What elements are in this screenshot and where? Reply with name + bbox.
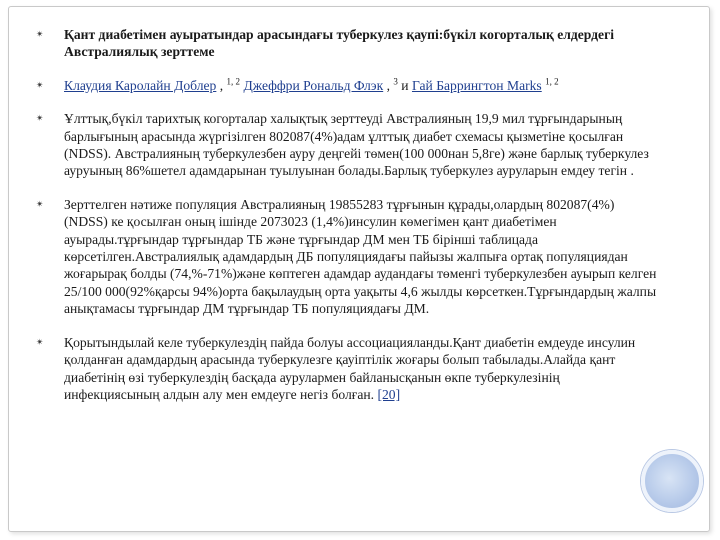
bullet-marker-icon: ✴ bbox=[36, 114, 44, 125]
bullet-marker-icon: ✴ bbox=[36, 337, 44, 348]
bullet-paragraph-results bbox=[36, 196, 658, 318]
author-sep: , bbox=[383, 77, 394, 93]
paragraph-text: Зерттелген нәтиже популяция Австралияның 19855283 тұрғынын құрады,олардың 802087(4%) (NDSS) ке қосылған оның ішінде 2073023 (1,4%)инсулин көмегімен қант диабетімен ауырады.тұрғындар тұрғындар ТБ және тұрғындар ДМ мен ТБ бірінші таблицада көрсетілген.Австралиялық адамдардың ДБ популяциядағы пайызы жалпыға ортақ популяциядан жоғарырақ болды (74,%-71%)және көптеген адамдар аудандағы төменгі туберкулезбен ауырып келген 25/100 000(92%қарсы 94%)орта бақылаудың орта уақыты 4,6 жылды көрсеткен.Тұрғындардың жалпы анықтамасы тұрғындар ДМ тұрғындар ТБ популяциядағы ДМ. bbox=[64, 196, 657, 317]
reference-link[interactable]: [20] bbox=[377, 386, 401, 402]
author-affiliation: 1, 2 bbox=[226, 76, 241, 87]
author-sep: и bbox=[397, 77, 412, 93]
paragraph-text: Ұлттық,бүкіл тарихтық когорталар халықтық зерттеуді Австралияның 19,9 мил тұрғындарының барлығының арасында жүргізілген 802087(4%)адам ұлттық диабет схемасы қызметіне қосылған (NDSS). Австралияның туберкулезбен ауру деңгейі төмен(100 000нан 5,8ге) және барлық туберкулез ауруының 86%шетел адамдарынан туылуынан болады.Барлық туберкулез ауруларын емдеу тегін . bbox=[64, 111, 649, 179]
decorative-circle bbox=[641, 450, 703, 512]
author-list bbox=[64, 78, 559, 93]
paragraph-text: Қорытындылай келе туберкулездің пайда болуы ассоциацияланды.Қант диабетін емдеуде инсулин қолданған адамдардың арасында туберкулезге қауіптілік жоғары болып табылады.Алайда қант диабетінің өзі туберкулездің басқада аурулармен байланысқанын өкпе туберкулезінің инфекциясының алдын алу мен емдеуге негіз болған. bbox=[64, 334, 636, 402]
author-affiliation: 1, 2 bbox=[545, 76, 559, 87]
bullet-paragraph-conclusion bbox=[36, 334, 658, 404]
bullet-marker-icon: ✴ bbox=[36, 30, 44, 40]
bullet-marker-icon: ✴ bbox=[36, 199, 44, 210]
article-title: Қант диабетімен ауыратындар арасындағы туберкулез қаупі:бүкіл когорталық елдердегі Австралиялық зерттеме bbox=[64, 27, 615, 60]
author-link-2[interactable]: Джеффри Рональд Флэк bbox=[243, 77, 384, 93]
bullet-title bbox=[36, 26, 658, 61]
author-link-3[interactable]: Гай Баррингтон Marks bbox=[411, 77, 542, 93]
author-affiliation: 3 bbox=[393, 76, 398, 87]
bullet-authors bbox=[36, 77, 658, 94]
author-link-1[interactable]: Клаудия Каролайн Доблер bbox=[64, 77, 217, 93]
bullet-paragraph-methods bbox=[36, 110, 658, 180]
slide-content bbox=[36, 26, 658, 410]
bullet-marker-icon: ✴ bbox=[36, 80, 44, 91]
author-sep: , bbox=[216, 77, 227, 93]
